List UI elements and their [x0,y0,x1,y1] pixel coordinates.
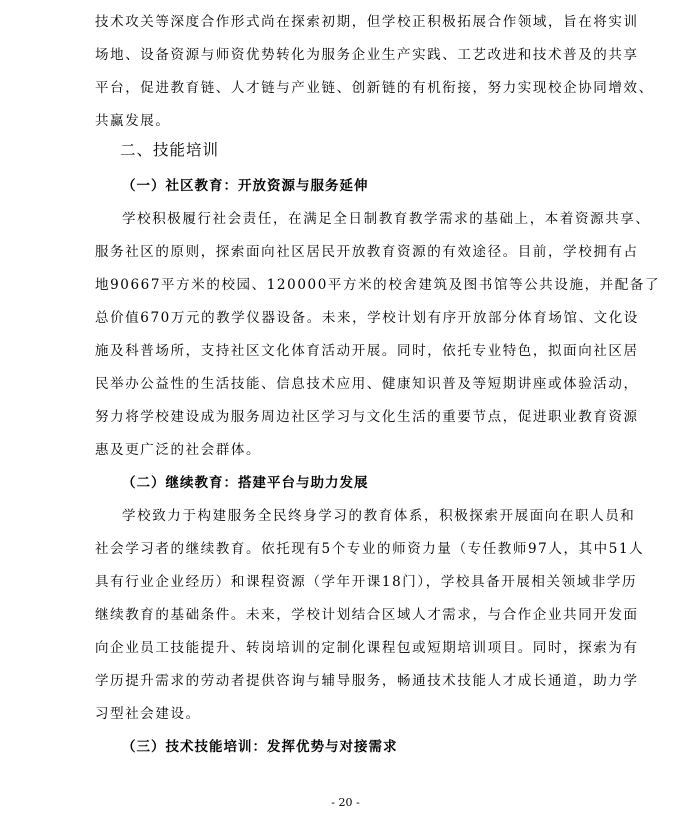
paragraph-line: 民举办公益性的生活技能、信息技术应用、健康知识普及等短期讲座或体验活动， [95,376,639,392]
paragraph-line: 技术攻关等深度合作形式尚在探索初期，但学校正积极拓展合作领域，旨在将实训 [95,14,639,30]
paragraph-line: 学历提升需求的劳动者提供咨询与辅导服务，畅通技术技能人才成长通道，助力学 [95,673,639,689]
subsection-heading-technical-skills-training: （三）技术技能培训：发挥优势与对接需求 [122,739,398,755]
paragraph-line: 惠及更广泛的社会群体。 [95,442,262,458]
paragraph-line: 具有行业企业经历）和课程资源（学年开课18门），学校具备开展相关领域非学历 [95,574,638,590]
paragraph-line: 场地、设备资源与师资优势转化为服务企业生产实践、工艺改进和技术普及的共享 [95,47,639,63]
paragraph-line: 学校致力于构建服务全民终身学习的教育体系，积极探索开展面向在职人员和 [122,508,636,524]
paragraph-line: 总价值670万元的教学仪器设备。未来，学校计划有序开放部分体育场馆、文化设 [95,310,639,326]
paragraph-line: 平台，促进教育链、人才链与产业链、创新链的有机衔接，努力实现校企协同增效、 [95,80,654,96]
paragraph-line: 向企业员工技能提升、转岗培训的定制化课程包或短期培训项目。同时，探索为有 [95,640,639,656]
paragraph-line: 继续教育的基础条件。未来，学校计划结合区域人才需求，与合作企业共同开发面 [95,607,639,623]
subsection-heading-community-education: （一）社区教育：开放资源与服务延伸 [122,178,369,194]
paragraph-line: 学校积极履行社会责任，在满足全日制教育教学需求的基础上，本着资源共享、 [122,211,651,227]
subsection-heading-continuing-education: （二）继续教育：搭建平台与助力发展 [122,475,369,491]
paragraph-line: 努力将学校建设成为服务周边社区学习与文化生活的重要节点，促进职业教育资源 [95,409,639,425]
paragraph-line: 习型社会建设。 [95,706,201,722]
paragraph-line: 施及科普场所，支持社区文化体育活动开展。同时，依托专业特色，拟面向社区居 [95,343,639,359]
paragraph-line: 地90667平方米的校园、120000平方米的校舍建筑及图书馆等公共设施，并配备了 [95,277,661,293]
paragraph-line: 服务社区的原则，探索面向社区居民开放教育资源的有效途径。目前，学校拥有占 [95,244,639,260]
page-number: - 20 - [331,796,360,809]
section-heading: 二、技能培训 [120,141,220,159]
paragraph-line: 共赢发展。 [95,113,171,129]
paragraph-line: 社会学习者的继续教育。依托现有5个专业的师资力量（专任教师97人，其中51人 [95,541,645,557]
